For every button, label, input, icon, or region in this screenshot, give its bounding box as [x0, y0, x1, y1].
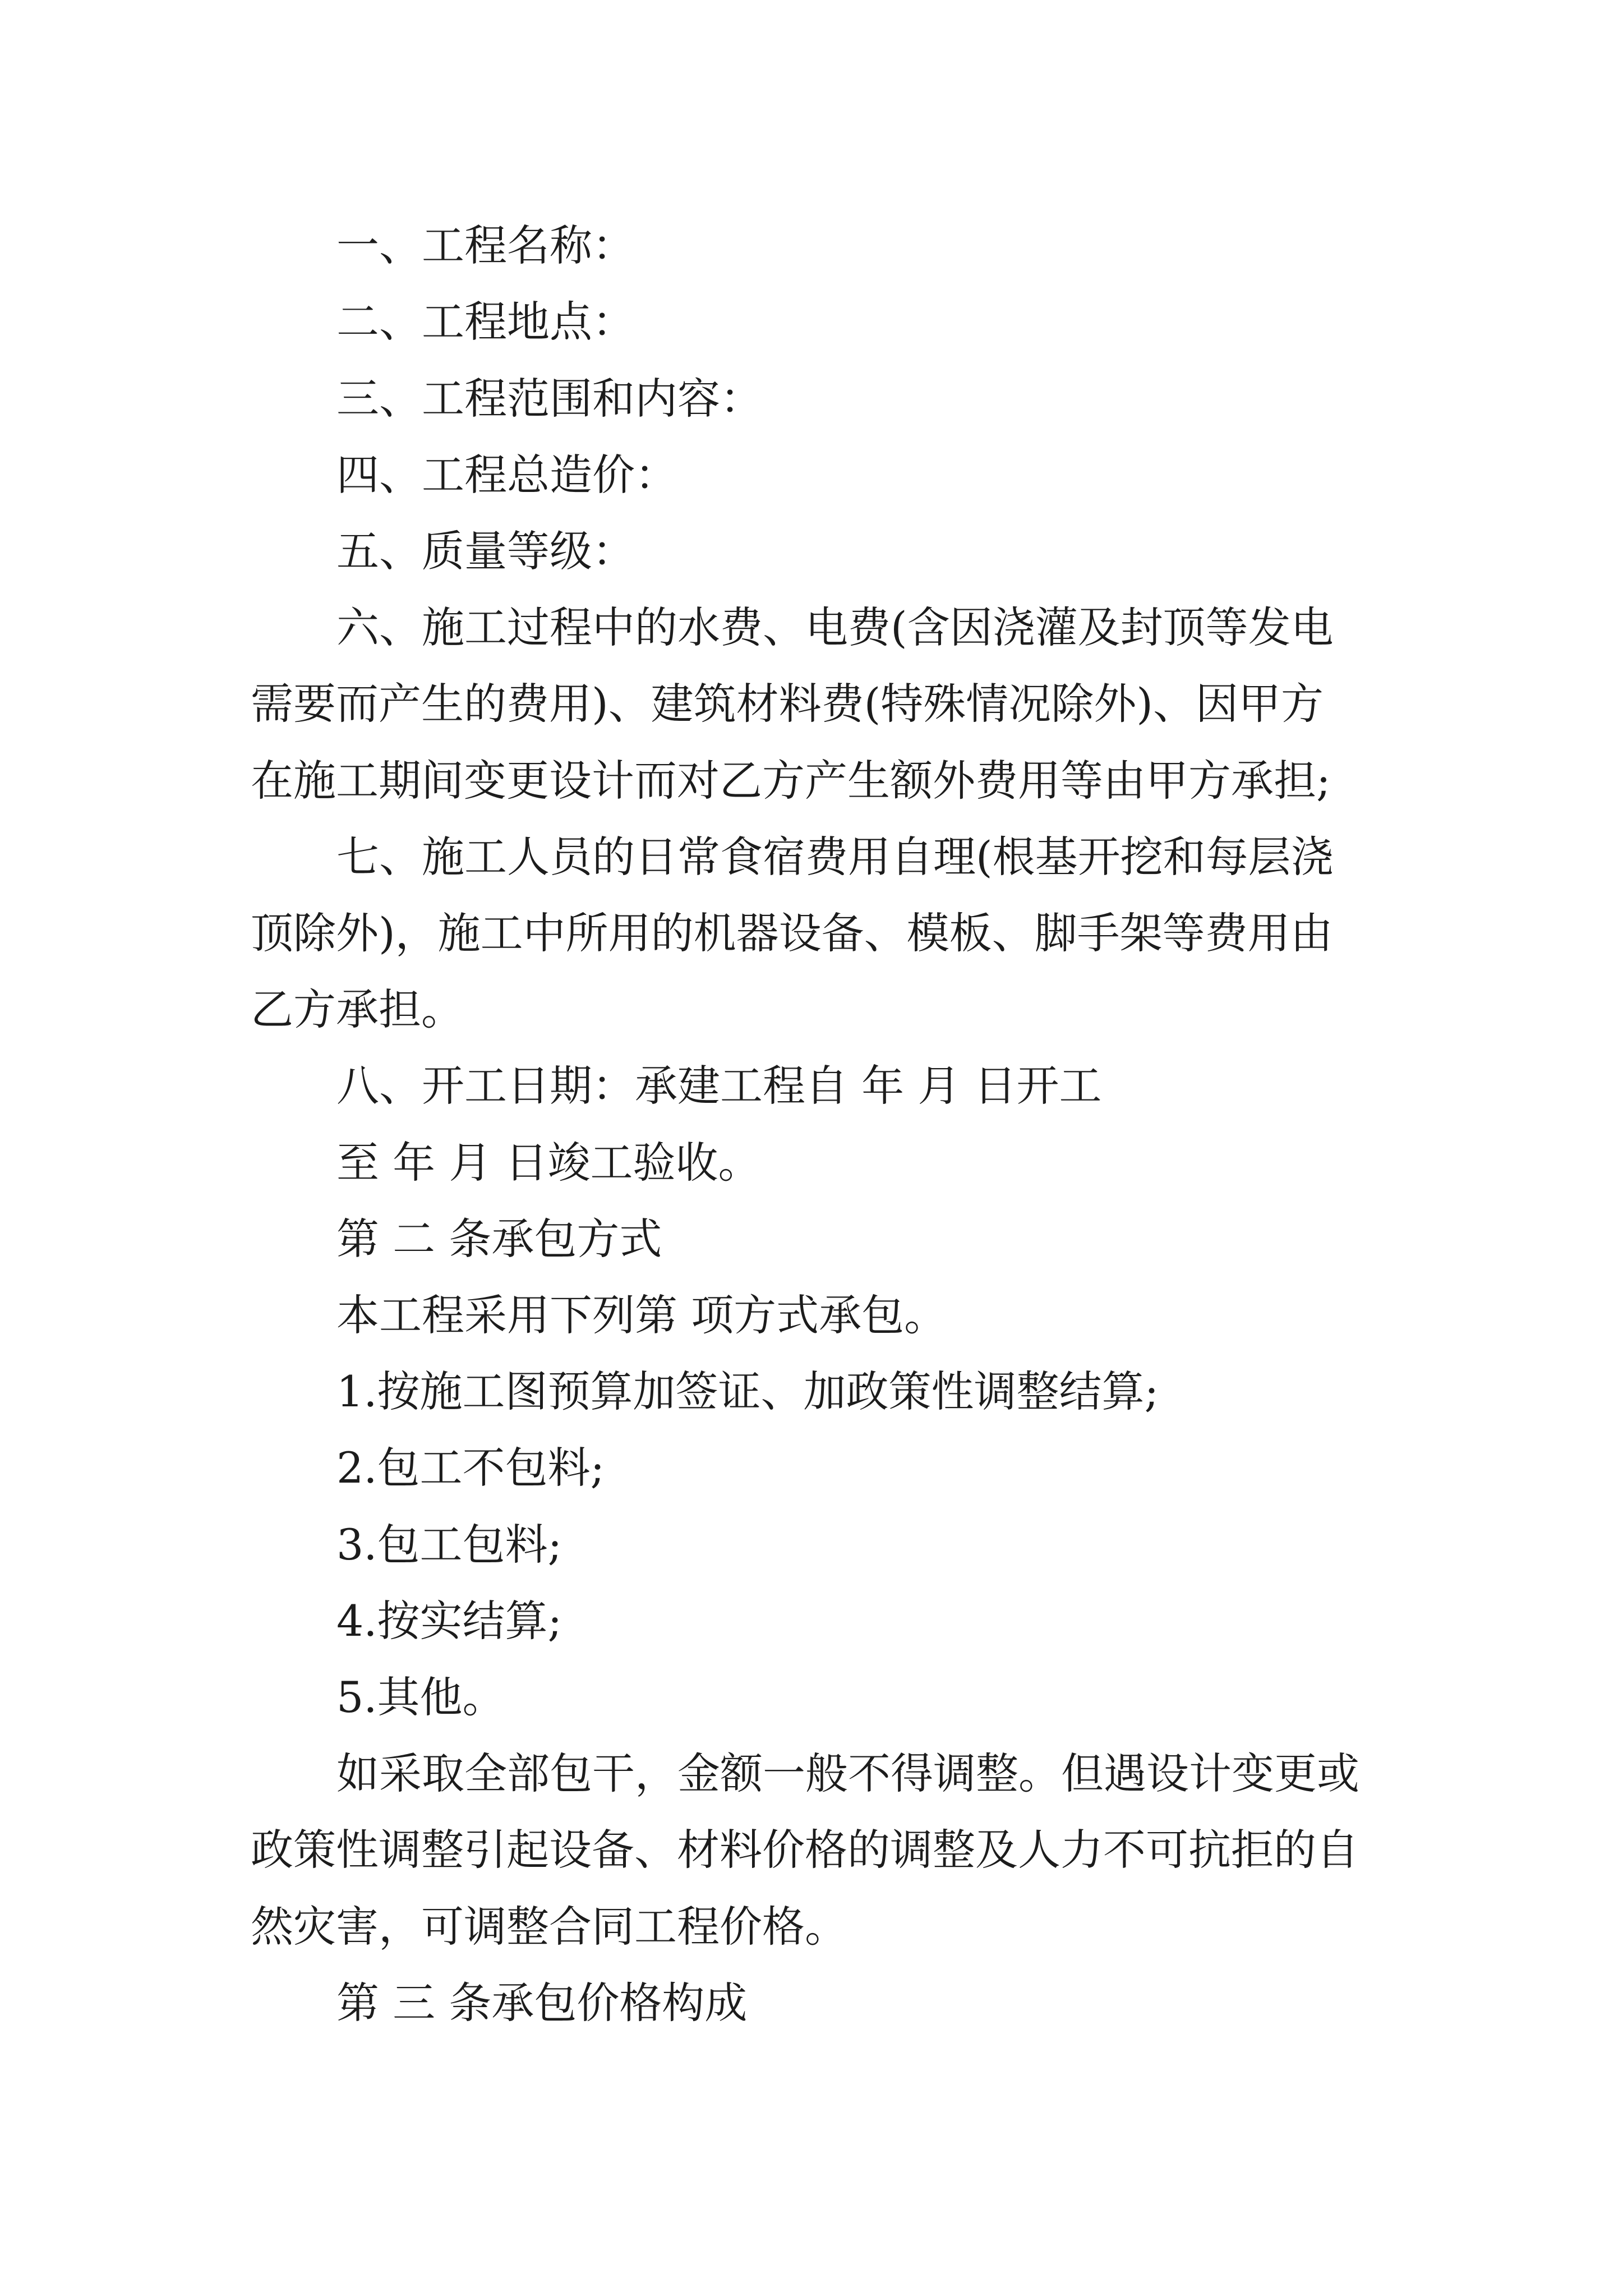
item-project-location: 二、工程地点：	[336, 297, 635, 347]
item-start-date-line-1: 八、开工日期：承建工程自 年 月 日开工	[336, 1061, 1102, 1111]
article-three-heading: 第 三 条承包价格构成	[336, 1978, 748, 2028]
article-two-intro: 本工程采用下列第 项方式承包。	[336, 1290, 947, 1340]
option-2: 2.包工不包料;	[336, 1443, 605, 1493]
item-six-line-2: 需要而产生的费用)、建筑材料费(特殊情况除外)、因甲方	[251, 679, 1324, 729]
item-start-date-line-2: 至 年 月 日竣工验收。	[336, 1138, 761, 1188]
item-project-name: 一、工程名称：	[336, 220, 635, 270]
item-six-line-3: 在施工期间变更设计而对乙方产生额外费用等由甲方承担;	[251, 756, 1331, 806]
item-project-scope: 三、工程范围和内容：	[336, 374, 763, 424]
option-5: 5.其他。	[336, 1672, 505, 1722]
option-3: 3.包工包料;	[336, 1520, 562, 1570]
item-six-line-1: 六、施工过程中的水费、电费(含因浇灌及封顶等发电	[336, 602, 1334, 652]
option-1: 1.按施工图预算加签证、加政策性调整结算;	[336, 1366, 1159, 1416]
lump-sum-line-3: 然灾害，可调整合同工程价格。	[251, 1902, 847, 1952]
lump-sum-line-1: 如采取全部包干，金额一般不得调整。但遇设计变更或	[336, 1749, 1359, 1798]
option-4: 4.按实结算;	[336, 1596, 562, 1646]
item-seven-line-3: 乙方承担。	[251, 984, 464, 1034]
item-quality-grade: 五、质量等级：	[336, 526, 635, 576]
item-seven-line-2: 顶除外)，施工中所用的机器设备、模板、脚手架等费用由	[251, 908, 1333, 958]
lump-sum-line-2: 政策性调整引起设备、材料价格的调整及人力不可抗拒的自	[251, 1825, 1359, 1875]
item-seven-line-1: 七、施工人员的日常食宿费用自理(根基开挖和每层浇	[336, 832, 1334, 882]
item-total-cost: 四、工程总造价：	[336, 450, 677, 500]
article-two-heading: 第 二 条承包方式	[336, 1214, 662, 1264]
